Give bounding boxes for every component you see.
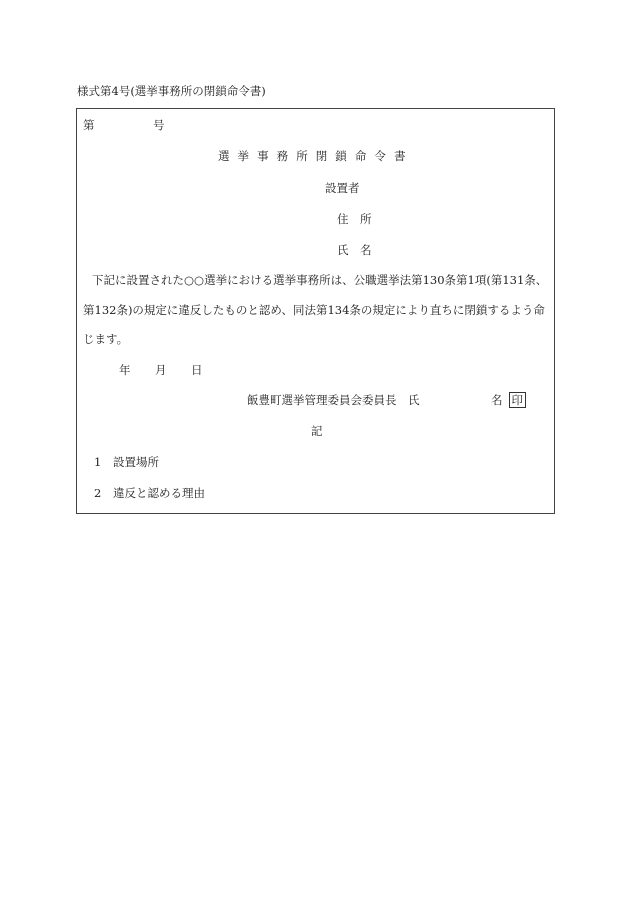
- item-1-number: 1: [94, 455, 102, 469]
- body-line-3: じます。: [83, 332, 129, 346]
- document-box: [76, 108, 555, 514]
- item-2-label: 違反と認める理由: [113, 486, 205, 500]
- issuer-name-char: 名: [491, 393, 503, 407]
- date-month: 月: [155, 363, 167, 377]
- name-label: 氏 名: [337, 243, 372, 257]
- address-label: 住 所: [337, 212, 372, 226]
- number-dai: 第: [83, 118, 95, 132]
- seal-mark: 印: [509, 392, 527, 408]
- form-title: 様式第4号(選挙事務所の閉鎖命令書): [77, 84, 266, 98]
- item-2-number: 2: [94, 486, 102, 500]
- ki-heading: 記: [311, 424, 323, 438]
- issuer-name-suffix: [491, 392, 526, 408]
- body-line-1: 下記に設置された○○選挙における選挙事務所は、公職選挙法第130条第1項(第131条、: [92, 273, 548, 287]
- document-title: 選挙事務所閉鎖命令書: [218, 149, 414, 163]
- date-day: 日: [191, 363, 203, 377]
- body-line-2: 第132条)の規定に違反したものと認め、同法第134条の規定により直ちに閉鎖するよう命: [83, 303, 545, 317]
- date-year: 年: [119, 363, 131, 377]
- addressee-label: 設置者: [325, 181, 360, 195]
- issuer-title: 飯豊町選挙管理委員会委員長 氏: [247, 393, 420, 407]
- number-go: 号: [153, 118, 165, 132]
- item-1-label: 設置場所: [113, 455, 159, 469]
